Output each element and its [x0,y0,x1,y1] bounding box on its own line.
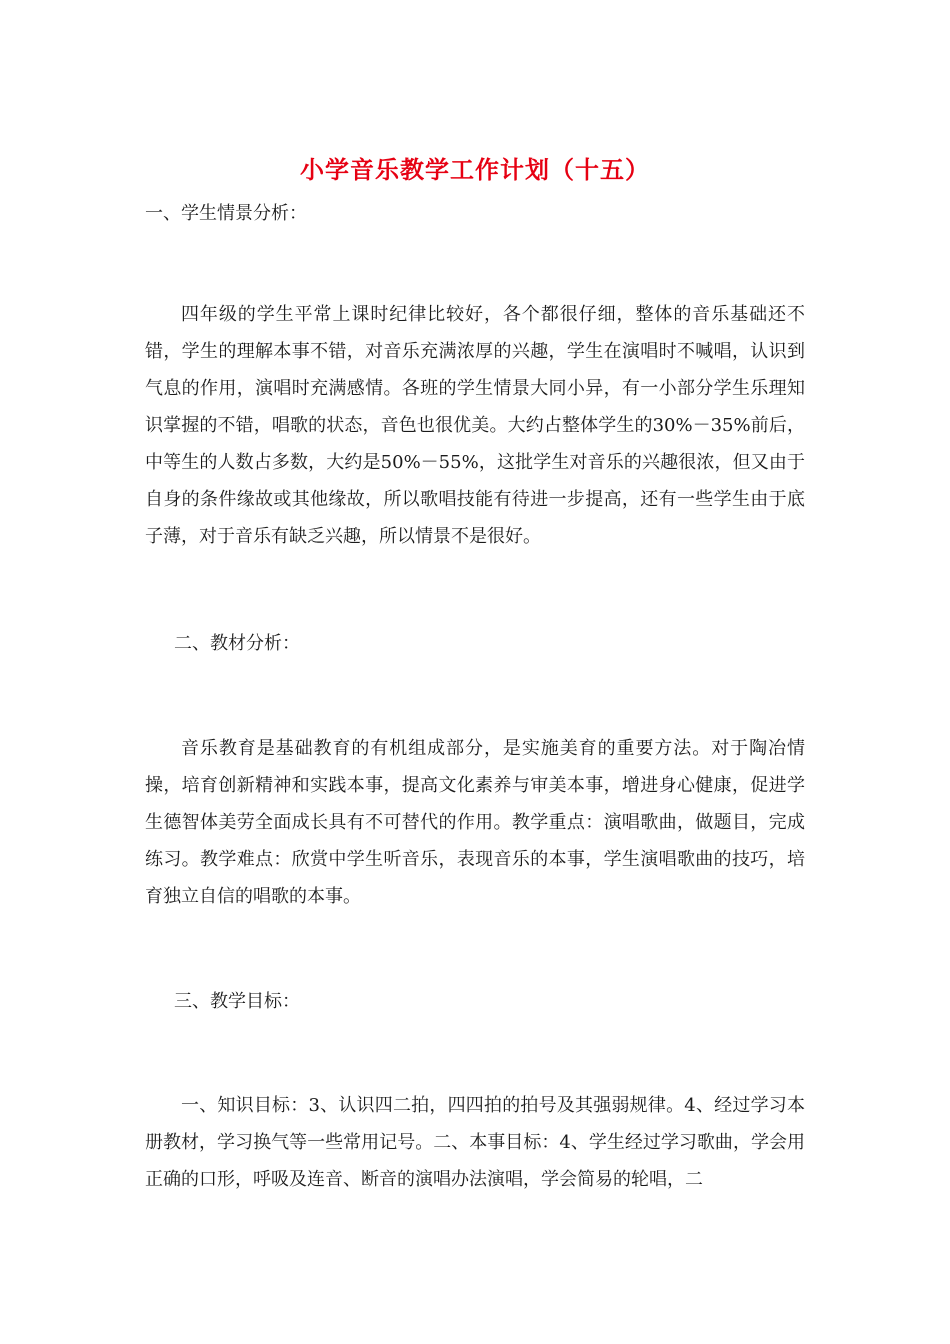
section-heading-teaching-goals: 三、教学目标： [174,991,300,1012]
paragraph-teaching-goals: 一、知识目标：3、认识四二拍，四四拍的拍号及其强弱规律。4、经过学习本册教材，学习换气等一些常用记号。二、本事目标：4、学生经过学习歌曲，学会用正确的口形，呼吸及连音、断音的演唱办法演唱，学会简易的轮唱，二 [145,1095,805,1190]
section-heading-textbook-analysis: 二、教材分析： [174,633,300,654]
paragraph-textbook-analysis: 音乐教育是基础教育的有机组成部分，是实施美育的重要方法。对于陶冶情操，培育创新精神和实践本事，提高文化素养与审美本事，增进身心健康，促进学生德智体美劳全面成长具有不可替代的作用。教学重点：演唱歌曲，做题目，完成练习。教学难点：欣赏中学生听音乐，表现音乐的本事，学生演唱歌曲的技巧，培育独立自信的唱歌的本事。 [145,738,805,907]
document-title: 小学音乐教学工作计划（十五） [300,155,650,184]
section-heading-student-analysis: 一、学生情景分析： [145,203,307,224]
paragraph-student-analysis: 四年级的学生平常上课时纪律比较好，各个都很仔细，整体的音乐基础还不错，学生的理解本事不错，对音乐充满浓厚的兴趣，学生在演唱时不喊唱，认识到气息的作用，演唱时充满感情。各班的学生情景大同小异，有一小部分学生乐理知识掌握的不错，唱歌的状态，音色也很优美。大约占整体学生的30%－35%前后，中等生的人数占多数，大约是50%－55%，这批学生对音乐的兴趣很浓，但又由于自身的条件缘故或其他缘故，所以歌唱技能有待进一步提高，还有一些学生由于底子薄，对于音乐有缺乏兴趣，所以情景不是很好。 [145,304,805,547]
